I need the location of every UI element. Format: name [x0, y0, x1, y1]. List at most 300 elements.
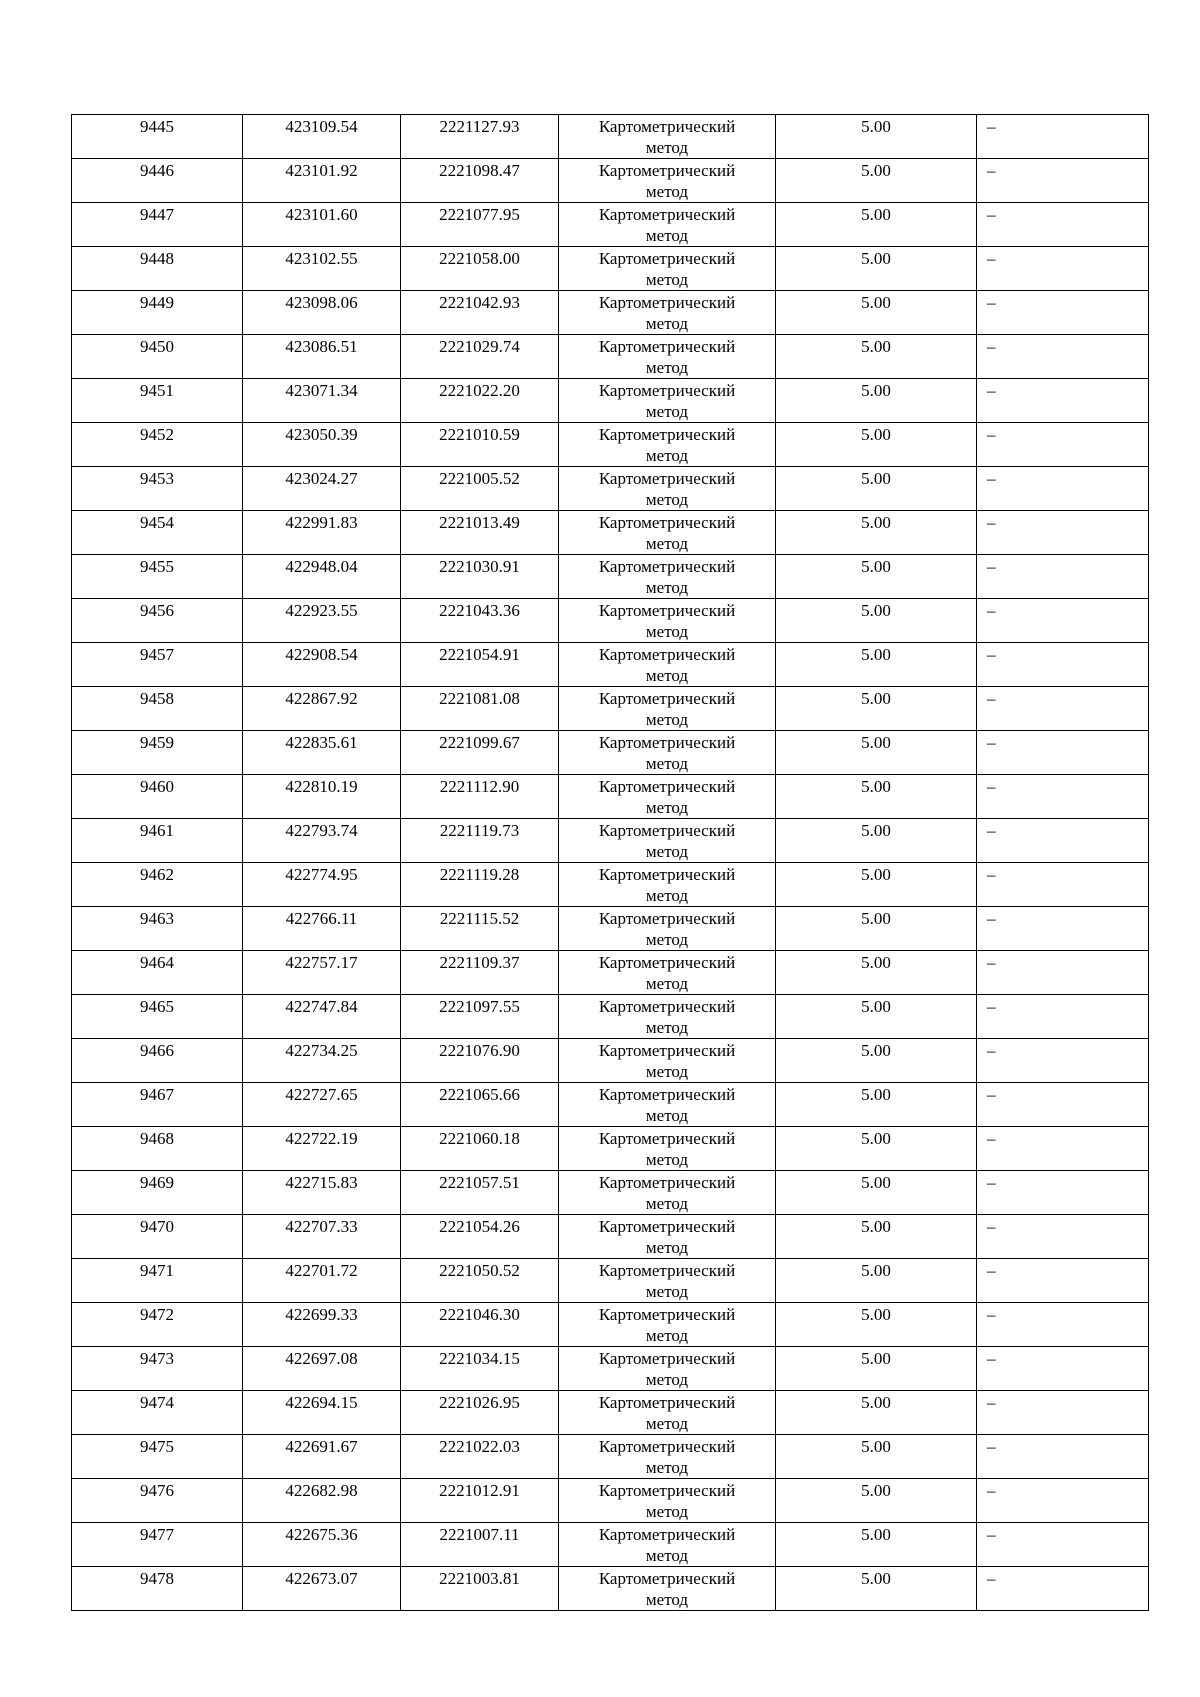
description-cell: –: [977, 951, 1149, 995]
x-coordinate-cell: 422923.55: [243, 599, 401, 643]
method-line-1: Картометрический: [598, 865, 736, 884]
point-number-cell: 9467: [72, 1083, 243, 1127]
y-coordinate-cell: 2221058.00: [401, 247, 559, 291]
method-line-1: Картометрический: [598, 997, 736, 1016]
x-coordinate-cell: 423071.34: [243, 379, 401, 423]
method-line-2: метод: [645, 974, 689, 993]
point-number-cell: 9466: [72, 1039, 243, 1083]
method-line-1: Картометрический: [598, 249, 736, 268]
method-line-2: метод: [645, 270, 689, 289]
description-cell: –: [977, 159, 1149, 203]
method-cell: [559, 1303, 776, 1347]
point-number-cell: 9445: [72, 115, 243, 159]
table-row: [72, 1435, 1149, 1479]
table-row: [72, 1347, 1149, 1391]
point-number-cell: 9451: [72, 379, 243, 423]
x-coordinate-cell: 423098.06: [243, 291, 401, 335]
x-coordinate-cell: 422948.04: [243, 555, 401, 599]
description-cell: –: [977, 1083, 1149, 1127]
point-number-cell: 9469: [72, 1171, 243, 1215]
coordinates-table: [71, 114, 1149, 1611]
x-coordinate-cell: 422908.54: [243, 643, 401, 687]
y-coordinate-cell: 2221077.95: [401, 203, 559, 247]
point-number-cell: 9463: [72, 907, 243, 951]
y-coordinate-cell: 2221012.91: [401, 1479, 559, 1523]
method-line-2: метод: [645, 1018, 689, 1037]
method-line-2: метод: [645, 1282, 689, 1301]
method-cell: [559, 819, 776, 863]
method-line-2: метод: [645, 314, 689, 333]
error-cell: 5.00: [776, 951, 977, 995]
y-coordinate-cell: 2221057.51: [401, 1171, 559, 1215]
method-line-2: метод: [645, 1062, 689, 1081]
method-cell: [559, 291, 776, 335]
error-cell: 5.00: [776, 1391, 977, 1435]
method-line-2: метод: [645, 534, 689, 553]
error-cell: 5.00: [776, 335, 977, 379]
method-line-2: метод: [645, 1502, 689, 1521]
point-number-cell: 9465: [72, 995, 243, 1039]
error-cell: 5.00: [776, 291, 977, 335]
x-coordinate-cell: 422707.33: [243, 1215, 401, 1259]
description-cell: –: [977, 291, 1149, 335]
point-number-cell: 9470: [72, 1215, 243, 1259]
error-cell: 5.00: [776, 1303, 977, 1347]
method-cell: [559, 775, 776, 819]
y-coordinate-cell: 2221097.55: [401, 995, 559, 1039]
description-cell: –: [977, 1215, 1149, 1259]
description-cell: –: [977, 1171, 1149, 1215]
table-row: [72, 159, 1149, 203]
point-number-cell: 9458: [72, 687, 243, 731]
error-cell: 5.00: [776, 159, 977, 203]
y-coordinate-cell: 2221046.30: [401, 1303, 559, 1347]
description-cell: –: [977, 1391, 1149, 1435]
y-coordinate-cell: 2221003.81: [401, 1567, 559, 1611]
method-line-2: метод: [645, 798, 689, 817]
y-coordinate-cell: 2221115.52: [401, 907, 559, 951]
y-coordinate-cell: 2221022.20: [401, 379, 559, 423]
method-cell: [559, 423, 776, 467]
x-coordinate-cell: 422682.98: [243, 1479, 401, 1523]
y-coordinate-cell: 2221060.18: [401, 1127, 559, 1171]
table-row: [72, 511, 1149, 555]
method-line-1: Картометрический: [598, 205, 736, 224]
method-line-2: метод: [645, 226, 689, 245]
point-number-cell: 9453: [72, 467, 243, 511]
error-cell: 5.00: [776, 863, 977, 907]
method-cell: [559, 1479, 776, 1523]
error-cell: 5.00: [776, 819, 977, 863]
method-line-1: Картометрический: [598, 557, 736, 576]
x-coordinate-cell: 422747.84: [243, 995, 401, 1039]
x-coordinate-cell: 423101.92: [243, 159, 401, 203]
method-line-2: метод: [645, 1414, 689, 1433]
method-cell: [559, 555, 776, 599]
method-cell: [559, 1567, 776, 1611]
y-coordinate-cell: 2221054.26: [401, 1215, 559, 1259]
error-cell: 5.00: [776, 1435, 977, 1479]
table-row: [72, 423, 1149, 467]
y-coordinate-cell: 2221034.15: [401, 1347, 559, 1391]
method-cell: [559, 247, 776, 291]
error-cell: 5.00: [776, 1567, 977, 1611]
method-cell: [559, 687, 776, 731]
table-row: [72, 379, 1149, 423]
x-coordinate-cell: 422734.25: [243, 1039, 401, 1083]
method-line-1: Картометрический: [598, 337, 736, 356]
method-line-1: Картометрический: [598, 1437, 736, 1456]
method-line-1: Картометрический: [598, 909, 736, 928]
description-cell: –: [977, 335, 1149, 379]
table-row: [72, 1259, 1149, 1303]
method-cell: [559, 379, 776, 423]
method-line-2: метод: [645, 622, 689, 641]
method-line-2: метод: [645, 1238, 689, 1257]
point-number-cell: 9457: [72, 643, 243, 687]
error-cell: 5.00: [776, 555, 977, 599]
y-coordinate-cell: 2221013.49: [401, 511, 559, 555]
point-number-cell: 9477: [72, 1523, 243, 1567]
y-coordinate-cell: 2221054.91: [401, 643, 559, 687]
description-cell: –: [977, 1127, 1149, 1171]
point-number-cell: 9464: [72, 951, 243, 995]
point-number-cell: 9454: [72, 511, 243, 555]
x-coordinate-cell: 422867.92: [243, 687, 401, 731]
point-number-cell: 9475: [72, 1435, 243, 1479]
table-row: [72, 1127, 1149, 1171]
description-cell: –: [977, 599, 1149, 643]
method-line-2: метод: [645, 842, 689, 861]
description-cell: –: [977, 467, 1149, 511]
method-line-2: метод: [645, 1370, 689, 1389]
y-coordinate-cell: 2221005.52: [401, 467, 559, 511]
method-cell: [559, 599, 776, 643]
method-line-2: метод: [645, 1326, 689, 1345]
method-line-2: метод: [645, 138, 689, 157]
table-row: [72, 819, 1149, 863]
point-number-cell: 9460: [72, 775, 243, 819]
method-line-2: метод: [645, 1194, 689, 1213]
description-cell: –: [977, 643, 1149, 687]
error-cell: 5.00: [776, 423, 977, 467]
point-number-cell: 9459: [72, 731, 243, 775]
method-line-1: Картометрический: [598, 425, 736, 444]
method-cell: [559, 1083, 776, 1127]
method-cell: [559, 115, 776, 159]
method-line-2: метод: [645, 1458, 689, 1477]
method-cell: [559, 1215, 776, 1259]
description-cell: –: [977, 511, 1149, 555]
point-number-cell: 9461: [72, 819, 243, 863]
description-cell: –: [977, 247, 1149, 291]
table-row: [72, 1083, 1149, 1127]
x-coordinate-cell: 422675.36: [243, 1523, 401, 1567]
error-cell: 5.00: [776, 247, 977, 291]
error-cell: 5.00: [776, 1215, 977, 1259]
x-coordinate-cell: 422715.83: [243, 1171, 401, 1215]
table-row: [72, 115, 1149, 159]
x-coordinate-cell: 422673.07: [243, 1567, 401, 1611]
table-row: [72, 687, 1149, 731]
error-cell: 5.00: [776, 731, 977, 775]
x-coordinate-cell: 422757.17: [243, 951, 401, 995]
method-line-2: метод: [645, 578, 689, 597]
method-line-2: метод: [645, 490, 689, 509]
method-cell: [559, 511, 776, 555]
method-line-1: Картометрический: [598, 1481, 736, 1500]
description-cell: –: [977, 379, 1149, 423]
description-cell: –: [977, 203, 1149, 247]
method-line-2: метод: [645, 402, 689, 421]
error-cell: 5.00: [776, 1259, 977, 1303]
x-coordinate-cell: 422701.72: [243, 1259, 401, 1303]
table-row: [72, 731, 1149, 775]
table-row: [72, 247, 1149, 291]
method-line-2: метод: [645, 1106, 689, 1125]
point-number-cell: 9468: [72, 1127, 243, 1171]
table-row: [72, 203, 1149, 247]
method-line-2: метод: [645, 710, 689, 729]
description-cell: –: [977, 115, 1149, 159]
x-coordinate-cell: 423050.39: [243, 423, 401, 467]
method-line-1: Картометрический: [598, 293, 736, 312]
error-cell: 5.00: [776, 1039, 977, 1083]
point-number-cell: 9448: [72, 247, 243, 291]
method-line-1: Картометрический: [598, 1305, 736, 1324]
description-cell: –: [977, 1259, 1149, 1303]
method-line-1: Картометрический: [598, 1393, 736, 1412]
error-cell: 5.00: [776, 1171, 977, 1215]
y-coordinate-cell: 2221050.52: [401, 1259, 559, 1303]
error-cell: 5.00: [776, 907, 977, 951]
y-coordinate-cell: 2221109.37: [401, 951, 559, 995]
error-cell: 5.00: [776, 1347, 977, 1391]
description-cell: –: [977, 1039, 1149, 1083]
x-coordinate-cell: 422793.74: [243, 819, 401, 863]
x-coordinate-cell: 422766.11: [243, 907, 401, 951]
error-cell: 5.00: [776, 379, 977, 423]
y-coordinate-cell: 2221026.95: [401, 1391, 559, 1435]
table-row: [72, 1567, 1149, 1611]
method-cell: [559, 467, 776, 511]
method-line-2: метод: [645, 1590, 689, 1609]
table-row: [72, 1303, 1149, 1347]
method-line-1: Картометрический: [598, 689, 736, 708]
x-coordinate-cell: 423086.51: [243, 335, 401, 379]
point-number-cell: 9452: [72, 423, 243, 467]
y-coordinate-cell: 2221119.28: [401, 863, 559, 907]
y-coordinate-cell: 2221007.11: [401, 1523, 559, 1567]
x-coordinate-cell: 422991.83: [243, 511, 401, 555]
y-coordinate-cell: 2221081.08: [401, 687, 559, 731]
error-cell: 5.00: [776, 511, 977, 555]
y-coordinate-cell: 2221022.03: [401, 1435, 559, 1479]
method-line-1: Картометрический: [598, 1085, 736, 1104]
table-row: [72, 467, 1149, 511]
point-number-cell: 9478: [72, 1567, 243, 1611]
x-coordinate-cell: 423101.60: [243, 203, 401, 247]
method-line-1: Картометрический: [598, 1173, 736, 1192]
method-cell: [559, 863, 776, 907]
method-line-1: Картометрический: [598, 1041, 736, 1060]
method-cell: [559, 159, 776, 203]
point-number-cell: 9474: [72, 1391, 243, 1435]
description-cell: –: [977, 995, 1149, 1039]
description-cell: –: [977, 907, 1149, 951]
table-row: [72, 1523, 1149, 1567]
method-cell: [559, 1391, 776, 1435]
description-cell: –: [977, 819, 1149, 863]
error-cell: 5.00: [776, 1523, 977, 1567]
table-row: [72, 775, 1149, 819]
x-coordinate-cell: 422697.08: [243, 1347, 401, 1391]
method-line-2: метод: [645, 182, 689, 201]
description-cell: –: [977, 1303, 1149, 1347]
x-coordinate-cell: 422774.95: [243, 863, 401, 907]
x-coordinate-cell: 422694.15: [243, 1391, 401, 1435]
method-cell: [559, 643, 776, 687]
y-coordinate-cell: 2221043.36: [401, 599, 559, 643]
method-cell: [559, 1523, 776, 1567]
table-row: [72, 863, 1149, 907]
description-cell: –: [977, 423, 1149, 467]
method-line-1: Картометрический: [598, 381, 736, 400]
table-row: [72, 995, 1149, 1039]
point-number-cell: 9449: [72, 291, 243, 335]
error-cell: 5.00: [776, 467, 977, 511]
y-coordinate-cell: 2221119.73: [401, 819, 559, 863]
error-cell: 5.00: [776, 995, 977, 1039]
x-coordinate-cell: 423024.27: [243, 467, 401, 511]
point-number-cell: 9455: [72, 555, 243, 599]
description-cell: –: [977, 1347, 1149, 1391]
method-line-1: Картометрический: [598, 1261, 736, 1280]
table-row: [72, 1391, 1149, 1435]
method-line-1: Картометрический: [598, 1525, 736, 1544]
table-row: [72, 1039, 1149, 1083]
x-coordinate-cell: 422727.65: [243, 1083, 401, 1127]
method-cell: [559, 203, 776, 247]
description-cell: –: [977, 731, 1149, 775]
method-line-2: метод: [645, 446, 689, 465]
method-line-1: Картометрический: [598, 1569, 736, 1588]
y-coordinate-cell: 2221112.90: [401, 775, 559, 819]
point-number-cell: 9456: [72, 599, 243, 643]
x-coordinate-cell: 422699.33: [243, 1303, 401, 1347]
method-line-2: метод: [645, 1546, 689, 1565]
method-line-1: Картометрический: [598, 777, 736, 796]
point-number-cell: 9473: [72, 1347, 243, 1391]
method-cell: [559, 731, 776, 775]
y-coordinate-cell: 2221127.93: [401, 115, 559, 159]
table-row: [72, 643, 1149, 687]
method-cell: [559, 1127, 776, 1171]
table-row: [72, 951, 1149, 995]
table-row: [72, 1479, 1149, 1523]
point-number-cell: 9446: [72, 159, 243, 203]
point-number-cell: 9450: [72, 335, 243, 379]
description-cell: –: [977, 1435, 1149, 1479]
y-coordinate-cell: 2221010.59: [401, 423, 559, 467]
table-row: [72, 907, 1149, 951]
method-line-1: Картометрический: [598, 953, 736, 972]
description-cell: –: [977, 555, 1149, 599]
point-number-cell: 9447: [72, 203, 243, 247]
method-line-2: метод: [645, 886, 689, 905]
method-cell: [559, 995, 776, 1039]
table-row: [72, 1215, 1149, 1259]
method-cell: [559, 1259, 776, 1303]
method-line-2: метод: [645, 754, 689, 773]
y-coordinate-cell: 2221065.66: [401, 1083, 559, 1127]
error-cell: 5.00: [776, 115, 977, 159]
x-coordinate-cell: 422722.19: [243, 1127, 401, 1171]
method-cell: [559, 951, 776, 995]
point-number-cell: 9472: [72, 1303, 243, 1347]
method-line-2: метод: [645, 930, 689, 949]
method-cell: [559, 907, 776, 951]
error-cell: 5.00: [776, 599, 977, 643]
method-line-2: метод: [645, 358, 689, 377]
method-line-1: Картометрический: [598, 1349, 736, 1368]
error-cell: 5.00: [776, 1127, 977, 1171]
y-coordinate-cell: 2221030.91: [401, 555, 559, 599]
table-row: [72, 599, 1149, 643]
method-line-1: Картометрический: [598, 161, 736, 180]
description-cell: –: [977, 775, 1149, 819]
method-line-1: Картометрический: [598, 733, 736, 752]
method-line-1: Картометрический: [598, 645, 736, 664]
table-row: [72, 335, 1149, 379]
table-row: [72, 1171, 1149, 1215]
method-line-1: Картометрический: [598, 601, 736, 620]
y-coordinate-cell: 2221098.47: [401, 159, 559, 203]
y-coordinate-cell: 2221029.74: [401, 335, 559, 379]
table-row: [72, 291, 1149, 335]
method-cell: [559, 1435, 776, 1479]
method-cell: [559, 1039, 776, 1083]
method-line-2: метод: [645, 1150, 689, 1169]
method-line-1: Картометрический: [598, 821, 736, 840]
method-line-1: Картометрический: [598, 1217, 736, 1236]
method-line-2: метод: [645, 666, 689, 685]
x-coordinate-cell: 423109.54: [243, 115, 401, 159]
method-cell: [559, 1347, 776, 1391]
error-cell: 5.00: [776, 687, 977, 731]
x-coordinate-cell: 422835.61: [243, 731, 401, 775]
method-line-1: Картометрический: [598, 513, 736, 532]
method-cell: [559, 335, 776, 379]
error-cell: 5.00: [776, 203, 977, 247]
point-number-cell: 9462: [72, 863, 243, 907]
error-cell: 5.00: [776, 643, 977, 687]
description-cell: –: [977, 863, 1149, 907]
point-number-cell: 9476: [72, 1479, 243, 1523]
x-coordinate-cell: 422691.67: [243, 1435, 401, 1479]
method-cell: [559, 1171, 776, 1215]
y-coordinate-cell: 2221042.93: [401, 291, 559, 335]
error-cell: 5.00: [776, 1083, 977, 1127]
method-line-1: Картометрический: [598, 117, 736, 136]
x-coordinate-cell: 423102.55: [243, 247, 401, 291]
y-coordinate-cell: 2221076.90: [401, 1039, 559, 1083]
description-cell: –: [977, 1479, 1149, 1523]
table-body: [72, 115, 1149, 1611]
x-coordinate-cell: 422810.19: [243, 775, 401, 819]
error-cell: 5.00: [776, 775, 977, 819]
description-cell: –: [977, 1523, 1149, 1567]
